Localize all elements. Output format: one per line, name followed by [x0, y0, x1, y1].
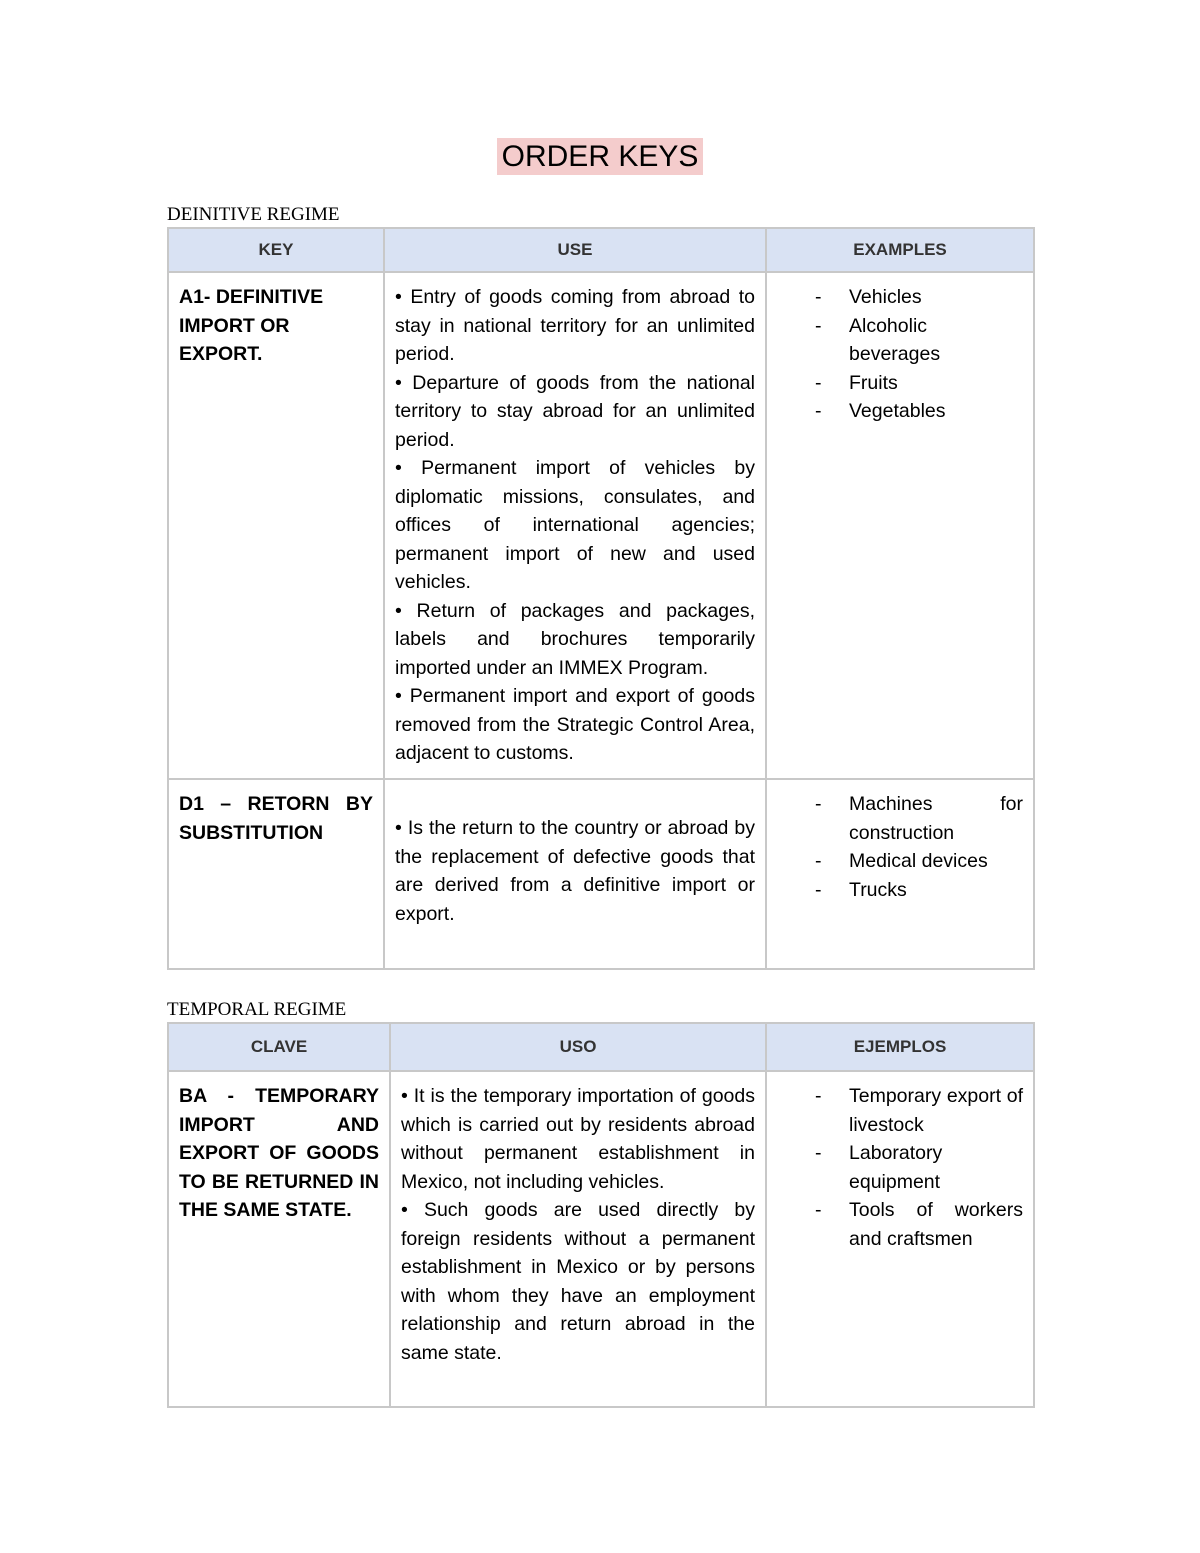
- list-item: - Laboratory equipment: [777, 1139, 1023, 1196]
- examples-cell: [766, 779, 1034, 969]
- header-ejemplos: EJEMPLOS: [766, 1023, 1034, 1071]
- page-title: ORDER KEYS: [497, 138, 703, 175]
- table-row: [168, 1071, 1034, 1407]
- list-item: - Vegetables: [777, 397, 1023, 426]
- use-paragraph: • Permanent import and export of goods removed from the Strategic Control Area, adjacent to customs.: [395, 685, 755, 764]
- list-item: - Trucks: [777, 876, 1023, 905]
- table-header-row: [168, 1023, 1034, 1071]
- section-label-definitive: DEINITIVE REGIME: [167, 204, 340, 225]
- header-examples: EXAMPLES: [766, 228, 1034, 272]
- use-cell: [384, 779, 766, 969]
- list-item: - Medical devices: [777, 847, 1023, 876]
- list-item: - Fruits: [777, 369, 1023, 398]
- key-cell: A1- DEFINITIVE IMPORT OR EXPORT.: [168, 272, 384, 779]
- header-use: USE: [384, 228, 766, 272]
- list-item: - Alcoholic beverages: [777, 312, 1023, 369]
- definitive-regime-table: [167, 227, 1035, 970]
- temporal-regime-table: [167, 1022, 1035, 1408]
- header-clave: CLAVE: [168, 1023, 390, 1071]
- examples-list: [777, 790, 1023, 904]
- header-key: KEY: [168, 228, 384, 272]
- use-cell: [390, 1071, 766, 1407]
- use-paragraph: • Permanent import of vehicles by diplomatic missions, consulates, and offices of international agencies; permanent import of new and used vehicles.: [395, 457, 755, 593]
- section-label-temporal: TEMPORAL REGIME: [167, 999, 347, 1020]
- use-cell: [384, 272, 766, 779]
- examples-cell: [766, 272, 1034, 779]
- use-paragraph: • Such goods are used directly by foreign residents without a permanent establishment in Mexico or by persons with whom they have an employment relationship and return abroad in the same state.: [401, 1199, 755, 1364]
- table-header-row: [168, 228, 1034, 272]
- key-cell: BA - TEMPORARY IMPORT AND EXPORT OF GOODS TO BE RETURNED IN THE SAME STATE.: [168, 1071, 390, 1407]
- list-item: - Machines for construction: [777, 790, 1023, 847]
- table-row: [168, 779, 1034, 969]
- examples-list: [777, 283, 1023, 426]
- list-item: - Temporary export of livestock: [777, 1082, 1023, 1139]
- use-paragraph: • Entry of goods coming from abroad to stay in national territory for an unlimited period.: [395, 286, 755, 365]
- list-item: - Vehicles: [777, 283, 1023, 312]
- table-row: [168, 272, 1034, 779]
- use-paragraph: • Is the return to the country or abroad by the replacement of defective goods that are derived from a definitive import or export.: [395, 817, 755, 925]
- examples-cell: [766, 1071, 1034, 1407]
- list-item: - Tools of workers and craftsmen: [777, 1196, 1023, 1253]
- examples-list: [777, 1082, 1023, 1253]
- use-paragraph: • Departure of goods from the national territory to stay abroad for an unlimited period.: [395, 371, 755, 451]
- use-paragraph: • Return of packages and packages, labels and brochures temporarily imported under an IMMEX Program.: [395, 599, 755, 679]
- header-uso: USO: [390, 1023, 766, 1071]
- key-cell: D1 – RETORN BY SUBSTITUTION: [168, 779, 384, 969]
- use-paragraph: • It is the temporary importation of goods which is carried out by residents abroad without permanent establishment in Mexico, not including vehicles.: [401, 1085, 755, 1193]
